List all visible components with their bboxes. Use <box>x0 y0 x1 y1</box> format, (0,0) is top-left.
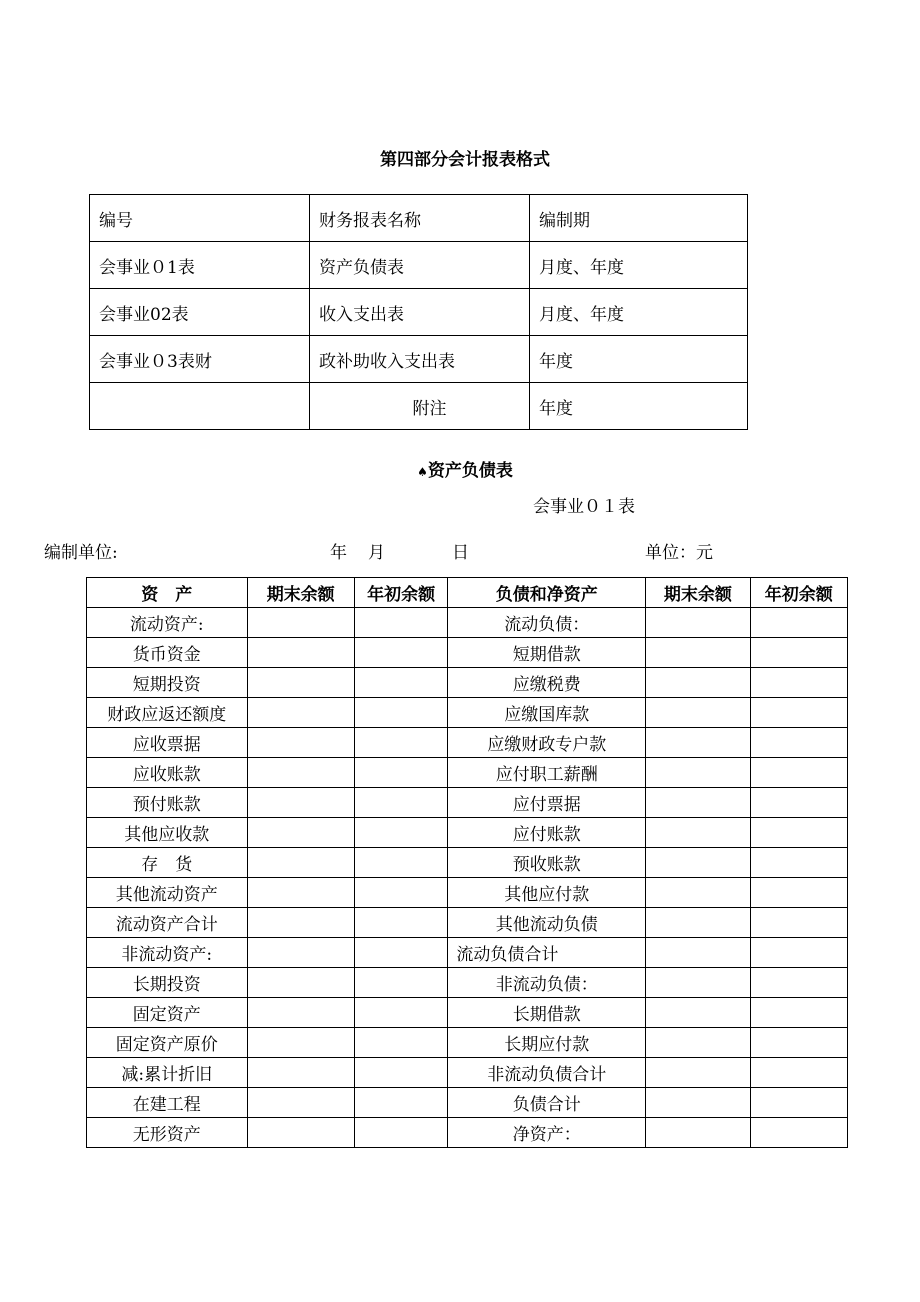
liability-ending-cell <box>646 698 750 728</box>
header-beginning-balance: 年初余额 <box>750 578 848 608</box>
date-year-label: 年 <box>330 543 347 563</box>
table-row <box>87 968 848 998</box>
liability-beginning-cell <box>750 758 848 788</box>
cell-code: 会事业０3表财 <box>90 336 310 383</box>
table-row <box>87 1118 848 1148</box>
cell-code <box>90 383 310 430</box>
asset-ending-cell <box>247 968 354 998</box>
table-row <box>87 878 848 908</box>
liability-ending-cell <box>646 758 750 788</box>
asset-ending-cell <box>247 698 354 728</box>
liability-ending-cell <box>646 728 750 758</box>
asset-ending-cell <box>247 608 354 638</box>
liability-beginning-cell <box>750 908 848 938</box>
table-row <box>87 1028 848 1058</box>
liability-item-cell: 长期借款 <box>448 998 646 1028</box>
asset-ending-cell <box>247 668 354 698</box>
currency-unit-label: 单位：元 <box>645 543 713 563</box>
date-day-label: 日 <box>452 543 469 563</box>
table-row <box>87 848 848 878</box>
asset-item-cell: 存 货 <box>87 848 248 878</box>
asset-beginning-cell <box>354 818 448 848</box>
asset-item-cell: 减:累计折旧 <box>87 1058 248 1088</box>
liability-ending-cell <box>646 1088 750 1118</box>
asset-beginning-cell <box>354 788 448 818</box>
header-beginning-balance: 年初余额 <box>354 578 448 608</box>
header-liabilities-net-assets: 负债和净资产 <box>448 578 646 608</box>
asset-ending-cell <box>247 728 354 758</box>
asset-ending-cell <box>247 998 354 1028</box>
asset-beginning-cell <box>354 1058 448 1088</box>
header-ending-balance: 期末余额 <box>247 578 354 608</box>
asset-beginning-cell <box>354 998 448 1028</box>
cell-period: 年度 <box>530 336 748 383</box>
table-row <box>87 788 848 818</box>
liability-beginning-cell <box>750 848 848 878</box>
asset-beginning-cell <box>354 968 448 998</box>
liability-item-cell: 应缴国库款 <box>448 698 646 728</box>
date-month-label: 月 <box>368 543 385 563</box>
asset-item-cell: 应收账款 <box>87 758 248 788</box>
asset-beginning-cell <box>354 848 448 878</box>
liability-beginning-cell <box>750 818 848 848</box>
table-row <box>87 608 848 638</box>
asset-beginning-cell <box>354 908 448 938</box>
asset-ending-cell <box>247 938 354 968</box>
asset-beginning-cell <box>354 758 448 788</box>
bullet-icon: ♠ <box>417 465 428 479</box>
liability-item-cell: 预收账款 <box>448 848 646 878</box>
table-row <box>87 998 848 1028</box>
liability-ending-cell <box>646 1058 750 1088</box>
balance-sheet-title-text: 资产负债表 <box>427 461 513 481</box>
table-header-row <box>90 195 748 242</box>
asset-beginning-cell <box>354 878 448 908</box>
table-row <box>87 638 848 668</box>
liability-ending-cell <box>646 938 750 968</box>
asset-beginning-cell <box>354 1118 448 1148</box>
table-row <box>87 908 848 938</box>
report-code: 会事业０１表 <box>533 497 635 517</box>
liability-ending-cell <box>646 968 750 998</box>
header-period: 编制期 <box>530 195 748 242</box>
cell-report-name: 政补助收入支出表 <box>310 336 530 383</box>
asset-beginning-cell <box>354 698 448 728</box>
header-assets: 资 产 <box>87 578 248 608</box>
liability-ending-cell <box>646 788 750 818</box>
cell-report-name: 收入支出表 <box>310 289 530 336</box>
liability-ending-cell <box>646 878 750 908</box>
liability-item-cell: 净资产： <box>448 1118 646 1148</box>
liability-item-cell: 应缴税费 <box>448 668 646 698</box>
asset-item-cell: 应收票据 <box>87 728 248 758</box>
liability-beginning-cell <box>750 668 848 698</box>
liability-beginning-cell <box>750 1058 848 1088</box>
liability-beginning-cell <box>750 878 848 908</box>
liability-beginning-cell <box>750 1088 848 1118</box>
table-row <box>87 1088 848 1118</box>
asset-item-cell: 固定资产 <box>87 998 248 1028</box>
liability-beginning-cell <box>750 608 848 638</box>
header-report-name: 财务报表名称 <box>310 195 530 242</box>
asset-ending-cell <box>247 1088 354 1118</box>
liability-beginning-cell <box>750 698 848 728</box>
asset-ending-cell <box>247 788 354 818</box>
liability-item-cell: 其他应付款 <box>448 878 646 908</box>
asset-beginning-cell <box>354 938 448 968</box>
cell-report-name: 附注 <box>310 383 530 430</box>
report-format-table <box>89 194 748 430</box>
asset-beginning-cell <box>354 1088 448 1118</box>
table-row <box>87 818 848 848</box>
liability-item-cell: 应缴财政专户款 <box>448 728 646 758</box>
liability-item-cell: 长期应付款 <box>448 1028 646 1058</box>
liability-item-cell: 流动负债： <box>448 608 646 638</box>
liability-ending-cell <box>646 1028 750 1058</box>
table-row <box>87 1058 848 1088</box>
cell-period: 月度、年度 <box>530 289 748 336</box>
table-row <box>87 668 848 698</box>
asset-ending-cell <box>247 908 354 938</box>
liability-item-cell: 非流动负债合计 <box>448 1058 646 1088</box>
liability-ending-cell <box>646 608 750 638</box>
liability-beginning-cell <box>750 1118 848 1148</box>
table-row <box>90 383 748 430</box>
asset-item-cell: 财政应返还额度 <box>87 698 248 728</box>
table-row <box>90 242 748 289</box>
header-ending-balance: 期末余额 <box>646 578 750 608</box>
cell-code: 会事业０1表 <box>90 242 310 289</box>
liability-item-cell: 短期借款 <box>448 638 646 668</box>
liability-item-cell: 应付票据 <box>448 788 646 818</box>
asset-item-cell: 长期投资 <box>87 968 248 998</box>
liability-ending-cell <box>646 818 750 848</box>
liability-beginning-cell <box>750 1028 848 1058</box>
asset-beginning-cell <box>354 608 448 638</box>
asset-ending-cell <box>247 1058 354 1088</box>
asset-item-cell: 流动资产: <box>87 608 248 638</box>
liability-beginning-cell <box>750 788 848 818</box>
liability-item-cell: 非流动负债： <box>448 968 646 998</box>
liability-ending-cell <box>646 668 750 698</box>
liability-beginning-cell <box>750 638 848 668</box>
asset-item-cell: 流动资产合计 <box>87 908 248 938</box>
asset-ending-cell <box>247 1118 354 1148</box>
asset-ending-cell <box>247 848 354 878</box>
prep-unit-label: 编制单位: <box>44 543 118 563</box>
asset-item-cell: 在建工程 <box>87 1088 248 1118</box>
asset-beginning-cell <box>354 638 448 668</box>
asset-item-cell: 其他应收款 <box>87 818 248 848</box>
liability-ending-cell <box>646 998 750 1028</box>
liability-ending-cell <box>646 908 750 938</box>
asset-item-cell: 预付账款 <box>87 788 248 818</box>
cell-period: 年度 <box>530 383 748 430</box>
cell-report-name: 资产负债表 <box>310 242 530 289</box>
liability-item-cell: 应付职工薪酬 <box>448 758 646 788</box>
cell-period: 月度、年度 <box>530 242 748 289</box>
asset-item-cell: 短期投资 <box>87 668 248 698</box>
liability-item-cell: 流动负债合计 <box>448 938 646 968</box>
asset-ending-cell <box>247 638 354 668</box>
asset-ending-cell <box>247 818 354 848</box>
liability-item-cell: 应付账款 <box>448 818 646 848</box>
asset-item-cell: 固定资产原价 <box>87 1028 248 1058</box>
header-code: 编号 <box>90 195 310 242</box>
liability-beginning-cell <box>750 728 848 758</box>
page-title: 第四部分会计报表格式 <box>380 150 550 170</box>
balance-sheet-title <box>0 456 920 481</box>
asset-ending-cell <box>247 878 354 908</box>
liability-item-cell: 其他流动负债 <box>448 908 646 938</box>
cell-code: 会事业02表 <box>90 289 310 336</box>
liability-item-cell: 负债合计 <box>448 1088 646 1118</box>
asset-item-cell: 无形资产 <box>87 1118 248 1148</box>
table-row <box>87 698 848 728</box>
balance-sheet-table <box>86 577 848 1148</box>
liability-beginning-cell <box>750 938 848 968</box>
table-row <box>87 728 848 758</box>
asset-ending-cell <box>247 1028 354 1058</box>
liability-ending-cell <box>646 638 750 668</box>
table-header-row <box>87 578 848 608</box>
asset-beginning-cell <box>354 1028 448 1058</box>
table-row <box>90 289 748 336</box>
table-row <box>87 758 848 788</box>
asset-item-cell: 非流动资产: <box>87 938 248 968</box>
liability-beginning-cell <box>750 968 848 998</box>
table-row <box>87 938 848 968</box>
asset-beginning-cell <box>354 728 448 758</box>
liability-beginning-cell <box>750 998 848 1028</box>
asset-item-cell: 其他流动资产 <box>87 878 248 908</box>
liability-ending-cell <box>646 848 750 878</box>
asset-beginning-cell <box>354 668 448 698</box>
asset-item-cell: 货币资金 <box>87 638 248 668</box>
table-row <box>90 336 748 383</box>
asset-ending-cell <box>247 758 354 788</box>
liability-ending-cell <box>646 1118 750 1148</box>
